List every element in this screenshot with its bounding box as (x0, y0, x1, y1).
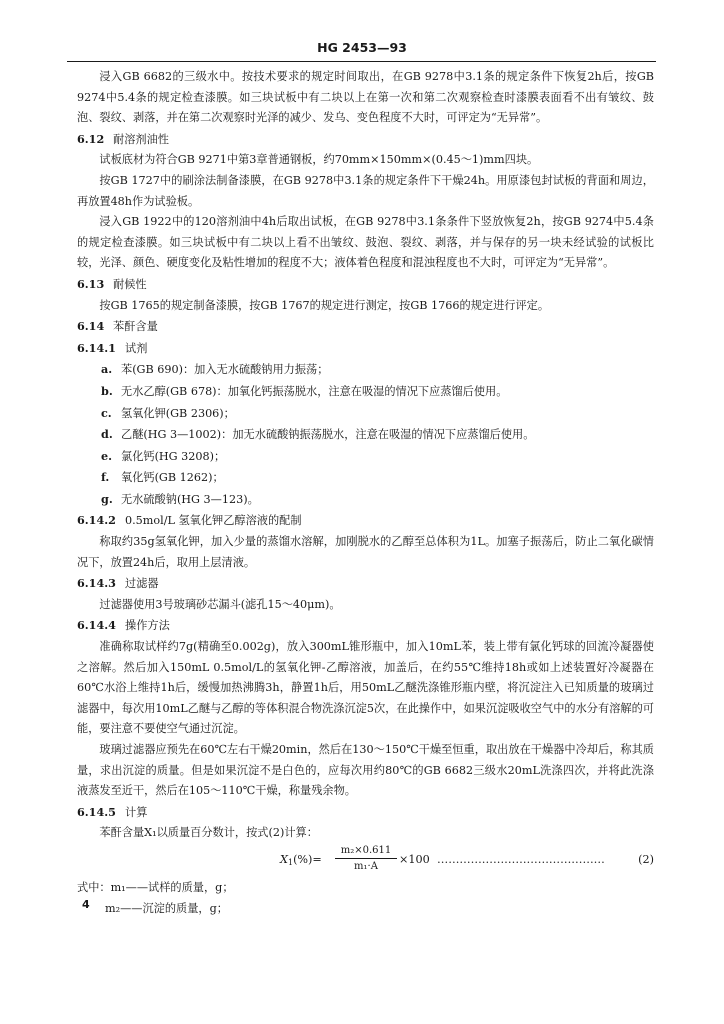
section-number: 6.14.1 (77, 340, 116, 355)
paragraph-solvent-immersion: 浸入GB 1922中的120溶剂油中4h后取出试板，在GB 9278中3.1条条件下竖放恢复2h，按GB 9274中5.4条的规定检查漆膜。如三块试板中有二块以上看不出皱纹、鼓泡、裂纹、剥落，并与保存的另一块未经试验的试板比较，光泽、颜色、硬度变化及粘性增加的程度不大；液体着色程度和混浊程度也不大时，可评定为“无异常”。 (77, 215, 654, 270)
section-number: 6.14.4 (77, 618, 116, 633)
formula-fraction (335, 844, 397, 873)
reagent-item (77, 359, 654, 381)
reagent-label: c. (101, 405, 112, 420)
reagent-label: g. (101, 491, 113, 506)
formula-numerator: m₂×0.611 (335, 844, 397, 859)
reagent-text: 氧化钙(GB 1262)； (121, 471, 224, 485)
reagent-label: d. (101, 427, 113, 442)
formula-2 (77, 844, 654, 878)
section-title: 0.5mol/L 氢氧化钾乙醇溶液的配制 (125, 514, 302, 528)
section-6-14-3 (77, 573, 654, 595)
page-number: 4 (82, 898, 90, 911)
reagent-item (77, 446, 654, 468)
section-number: 6.14 (77, 319, 105, 334)
section-title: 耐溶剂油性 (113, 132, 169, 146)
paragraph-filter-drying: 玻璃过滤器应预先在60℃左右干燥20min，然后在130～150℃干燥至恒重，取出放在干燥器中冷却后，称其质量，求出沉淀的质量。但是如果沉淀不是白色的，应每次用约80℃的GB 6682三级水20mL洗涤四次，并将此洗涤液蒸发至近干，然后在105～110℃干燥，称量残余物。 (77, 743, 654, 798)
reagent-label: b. (101, 383, 113, 398)
section-title: 过滤器 (125, 577, 159, 591)
section-number: 6.14.5 (77, 804, 116, 819)
section-6-14-1 (77, 338, 654, 360)
formula-lhs-rest: (%)= (293, 852, 322, 866)
section-number: 6.14.3 (77, 576, 116, 591)
section-title: 试剂 (125, 341, 148, 355)
reagent-item (77, 381, 654, 403)
formula-leader-dots: ……………………………………… (437, 852, 605, 866)
formula-lhs (280, 850, 322, 874)
section-number: 6.12 (77, 131, 105, 146)
reagent-item (77, 403, 654, 425)
header-rule (67, 61, 656, 62)
reagent-text: 氢氧化钾(GB 2306)； (121, 406, 235, 420)
symbol-definition: m₂——沉淀的质量，g； (105, 901, 228, 915)
formula-denominator: m₁·A (354, 860, 378, 872)
paragraph-filter: 过滤器使用3号玻璃砂芯漏斗(滤孔15～40μm)。 (99, 597, 341, 611)
section-title: 计算 (125, 805, 148, 819)
reagent-item (77, 467, 654, 489)
reagent-label: e. (101, 448, 113, 463)
section-title: 苯酐含量 (113, 320, 158, 334)
formula-variable: X (280, 852, 288, 866)
reagent-text: 无水乙醇(GB 678)：加氧化钙振荡脱水，注意在吸湿的情况下应蒸馏后使用。 (121, 384, 508, 398)
section-title: 操作方法 (125, 619, 170, 633)
section-number: 6.14.2 (77, 513, 116, 528)
section-6-14 (77, 316, 654, 338)
section-6-12 (77, 129, 654, 151)
symbol-definition: 式中：m₁——试样的质量，g； (77, 880, 234, 894)
paragraph-koh-solution: 称取约35g氢氧化钾，加入少量的蒸馏水溶解，加刚脱水的乙醇至总体积为1L。加塞子振荡后，防止二氧化碳情况下，放置24h后，取用上层清液。 (77, 535, 654, 569)
paragraph-calculation-intro: 苯酐含量X₁以质量百分数计，按式(2)计算： (99, 826, 318, 840)
reagent-text: 无水硫酸钠(HG 3—123)。 (121, 492, 259, 506)
section-title: 耐候性 (113, 277, 147, 291)
reagent-label: a. (101, 362, 113, 377)
reagent-text: 苯(GB 690)：加入无水硫酸钠用力振荡； (121, 363, 329, 377)
formula-multiplier: ×100 (399, 852, 430, 866)
section-6-14-2 (77, 510, 654, 532)
paragraph-substrate: 试板底材为符合GB 9271中第3章普通钢板，约70mm×150mm×(0.45～1)mm四块。 (99, 153, 539, 167)
reagent-item (77, 424, 654, 446)
reagent-item (77, 489, 654, 511)
formula-equation-number: (2) (638, 852, 654, 866)
paragraph-water-immersion: 浸入GB 6682的三级水中。按技术要求的规定时间取出，在GB 9278中3.1条的规定条件下恢复2h后，按GB 9274中5.4条的规定检查漆膜。如三块试板中有二块以上在第一次和第二次观察检查时漆膜表面看不出有皱纹、鼓泡、裂纹、剥落，并在第二次观察时光泽的减少、发乌、变色程度不大时，可评定为“无异常”。 (77, 70, 654, 125)
paragraph-weathering: 按GB 1765的规定制备漆膜，按GB 1767的规定进行测定，按GB 1766的规定进行评定。 (99, 298, 550, 312)
paragraph-brush-coating: 按GB 1727中的刷涂法制备漆膜，在GB 9278中3.1条的规定条件下干燥24h。用原漆包封试板的背面和周边，再放置48h作为试验板。 (77, 173, 654, 208)
reagent-label: f. (101, 470, 110, 485)
document-body (77, 67, 654, 919)
formula-subscript: 1 (287, 857, 294, 867)
reagent-text: 乙醚(HG 3—1002)：加无水硫酸钠振荡脱水，注意在吸湿的情况下应蒸馏后使用。 (121, 428, 535, 442)
section-6-14-4 (77, 615, 654, 637)
paragraph-procedure: 准确称取试样约7g(精确至0.002g)，放入300mL锥形瓶中，加入10mL苯，装上带有氯化钙球的回流冷凝器使之溶解。然后加入150mL 0.5mol/L的氢氧化钾-乙醇溶液，加盖后，在约55℃维持18h或如上述装置好冷凝器在60℃水浴上维持1h后，缓慢加热沸腾3h，静置1h后，用50mL乙醚洗涤锥形瓶内壁，将沉淀注入已知质量的玻璃过滤器中，每次用10mL乙醚与乙醇的等体积混合物洗涤沉淀5次，在此操作中，如果沉淀吸收空气中的水分有溶解的可能，要注意不要使空气通过沉淀。 (77, 640, 654, 736)
standard-number-header: HG 2453—93 (317, 40, 407, 55)
section-number: 6.13 (77, 276, 105, 291)
reagent-list (77, 359, 654, 510)
section-6-13 (77, 274, 654, 296)
reagent-text: 氯化钙(HG 3208)； (121, 449, 226, 463)
section-6-14-5 (77, 802, 654, 824)
